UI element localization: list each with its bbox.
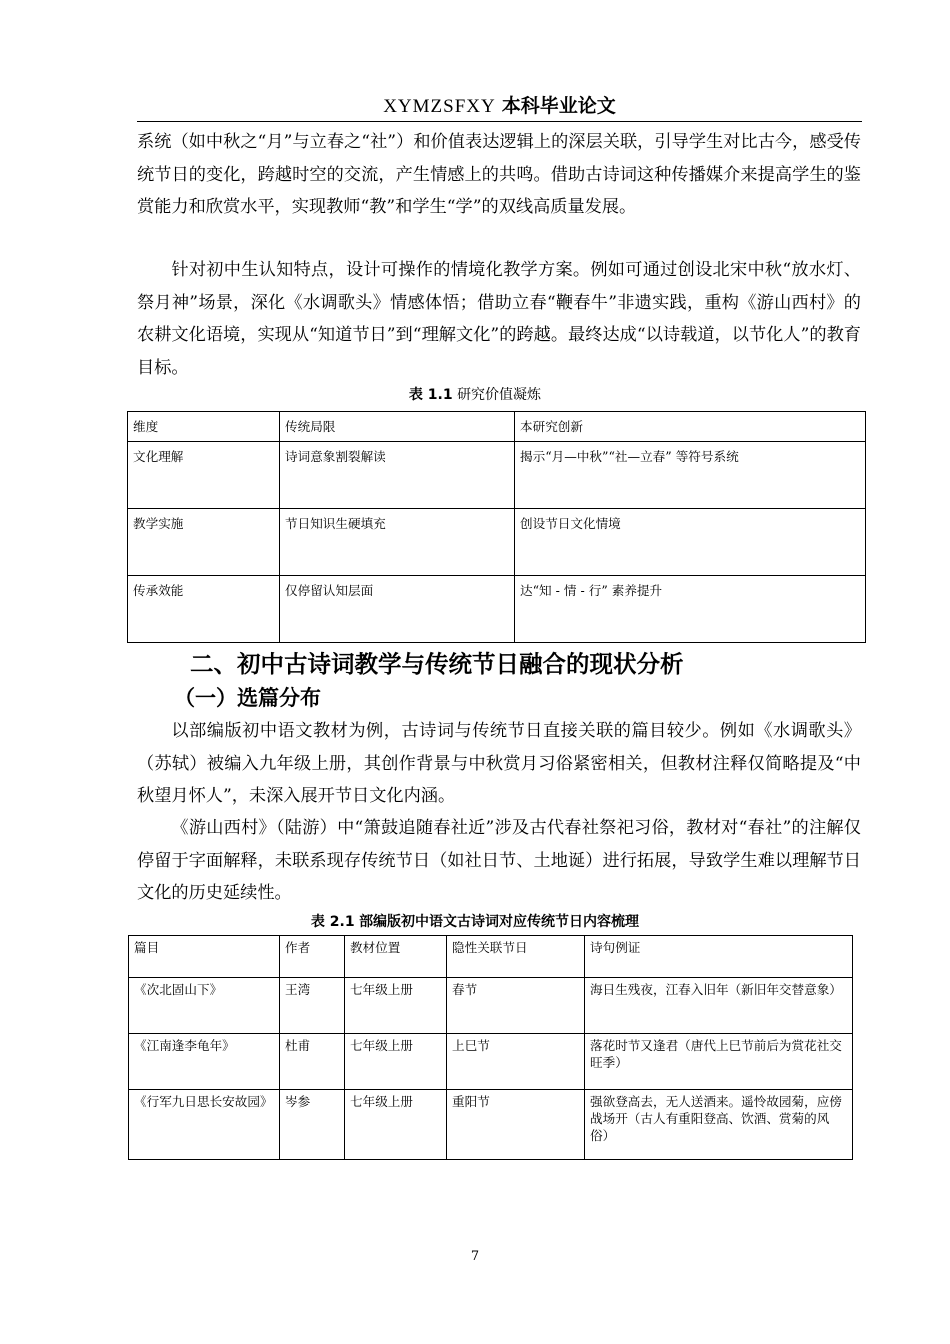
- table-header-cell: 本研究创新: [515, 412, 866, 442]
- table-cell: 春节: [447, 978, 585, 1034]
- header-title: 本科毕业论文: [501, 95, 616, 117]
- table-cell: 教学实施: [128, 509, 280, 576]
- table-row: [129, 1090, 853, 1160]
- table-header-cell: 隐性关联节日: [447, 936, 585, 978]
- table-row: [128, 442, 866, 509]
- table-header-cell: 教材位置: [345, 936, 447, 978]
- table-cell: 仅停留认知层面: [280, 576, 515, 643]
- research-value-table: [127, 411, 866, 643]
- table-header-row: [128, 412, 866, 442]
- table-cell: 《江南逢李龟年》: [129, 1034, 280, 1090]
- table-cell: 七年级上册: [345, 1090, 447, 1160]
- table-header-row: [129, 936, 853, 978]
- table-header-cell: 维度: [128, 412, 280, 442]
- table-header-cell: 诗句例证: [585, 936, 853, 978]
- table-cell: 杜甫: [280, 1034, 345, 1090]
- table-cell: 海日生残夜，江春入旧年（新旧年交替意象）: [585, 978, 853, 1034]
- paragraph-chunshe: 《游山西村》（陆游）中“箫鼓追随春社近”涉及古代春社祭祀习俗，教材对“春社”的注解仅停留于字面解释，未联系现存传统节日（如社日节、土地诞）进行拓展，导致学生难以理解节日文化的历史延续性。: [137, 818, 861, 903]
- table2-caption-number: 表 2.1: [310, 914, 355, 930]
- paragraph-teaching-plan: 针对初中生认知特点，设计可操作的情境化教学方案。例如可通过创设北宋中秋“放水灯、祭月神”场景，深化《水调歌头》情感体悟；借助立春“鞭春牛”非遗实践，重构《游山西村》的农耕文化语境，实现从“知道节日”到“理解文化”的跨越。最终达成“以诗载道，以节化人”的教育目标。: [137, 260, 861, 378]
- header-rule: [137, 121, 862, 122]
- festival-poem-table: [128, 935, 853, 1160]
- table-cell: 强欲登高去，无人送酒来。遥怜故园菊，应傍战场开（古人有重阳登高、饮酒、赏菊的风俗）: [585, 1090, 853, 1160]
- table1-caption-number: 表 1.1: [408, 387, 453, 403]
- table-cell: 文化理解: [128, 442, 280, 509]
- table-header-cell: 作者: [280, 936, 345, 978]
- table-row: [128, 576, 866, 643]
- table2-caption-text: 部编版初中语文古诗词对应传统节日内容梳理: [359, 914, 640, 930]
- subsection-heading: （一）选篇分布: [174, 686, 321, 710]
- table1-caption-text: 研究价值凝炼: [457, 387, 542, 403]
- paragraph-textbook: 以部编版初中语文教材为例，古诗词与传统节日直接关联的篇目较少。例如《水调歌头》（苏轼）被编入九年级上册，其创作背景与中秋赏月习俗紧密相关，但教材注释仅简略提及“中秋望月怀人”，未深入展开节日文化内涵。: [137, 721, 861, 806]
- table-cell: 落花时节又逢君（唐代上巳节前后为赏花社交旺季）: [585, 1034, 853, 1090]
- table-header-cell: 篇目: [129, 936, 280, 978]
- table-row: [128, 509, 866, 576]
- table-cell: 传承效能: [128, 576, 280, 643]
- table-row: [129, 1034, 853, 1090]
- table-cell: 重阳节: [447, 1090, 585, 1160]
- paragraph-continuation: 系统（如中秋之“月”与立春之“社”）和价值表达逻辑上的深层关联，引导学生对比古今，感受传统节日的变化，跨越时空的交流，产生情感上的共鸣。借助古诗词这种传播媒介来提高学生的鉴赏能力和欣赏水平，实现教师“教”和学生“学”的双线高质量发展。: [137, 132, 861, 217]
- table-cell: 达“知 - 情 - 行” 素养提升: [515, 576, 866, 643]
- table-cell: 七年级上册: [345, 978, 447, 1034]
- table-cell: 创设节日文化情境: [515, 509, 866, 576]
- table-cell: 诗词意象割裂解读: [280, 442, 515, 509]
- table-cell: 王湾: [280, 978, 345, 1034]
- table-cell: 上巳节: [447, 1034, 585, 1090]
- table-cell: 岑参: [280, 1090, 345, 1160]
- table-header-cell: 传统局限: [280, 412, 515, 442]
- table-cell: 《行军九日思长安故园》: [129, 1090, 280, 1160]
- table-row: [129, 978, 853, 1034]
- table-cell: 《次北固山下》: [129, 978, 280, 1034]
- section-heading: 二、初中古诗词教学与传统节日融合的现状分析: [190, 650, 684, 678]
- table2-caption: [0, 912, 950, 932]
- table-cell: 揭示“月—中秋”“社—立春” 等符号系统: [515, 442, 866, 509]
- table1-caption: [0, 385, 950, 405]
- table-cell: 节日知识生硬填充: [280, 509, 515, 576]
- page-header: [137, 92, 862, 120]
- table-cell: 七年级上册: [345, 1034, 447, 1090]
- header-code: XYMZSFXY: [383, 96, 496, 117]
- page-number: 7: [470, 1249, 480, 1264]
